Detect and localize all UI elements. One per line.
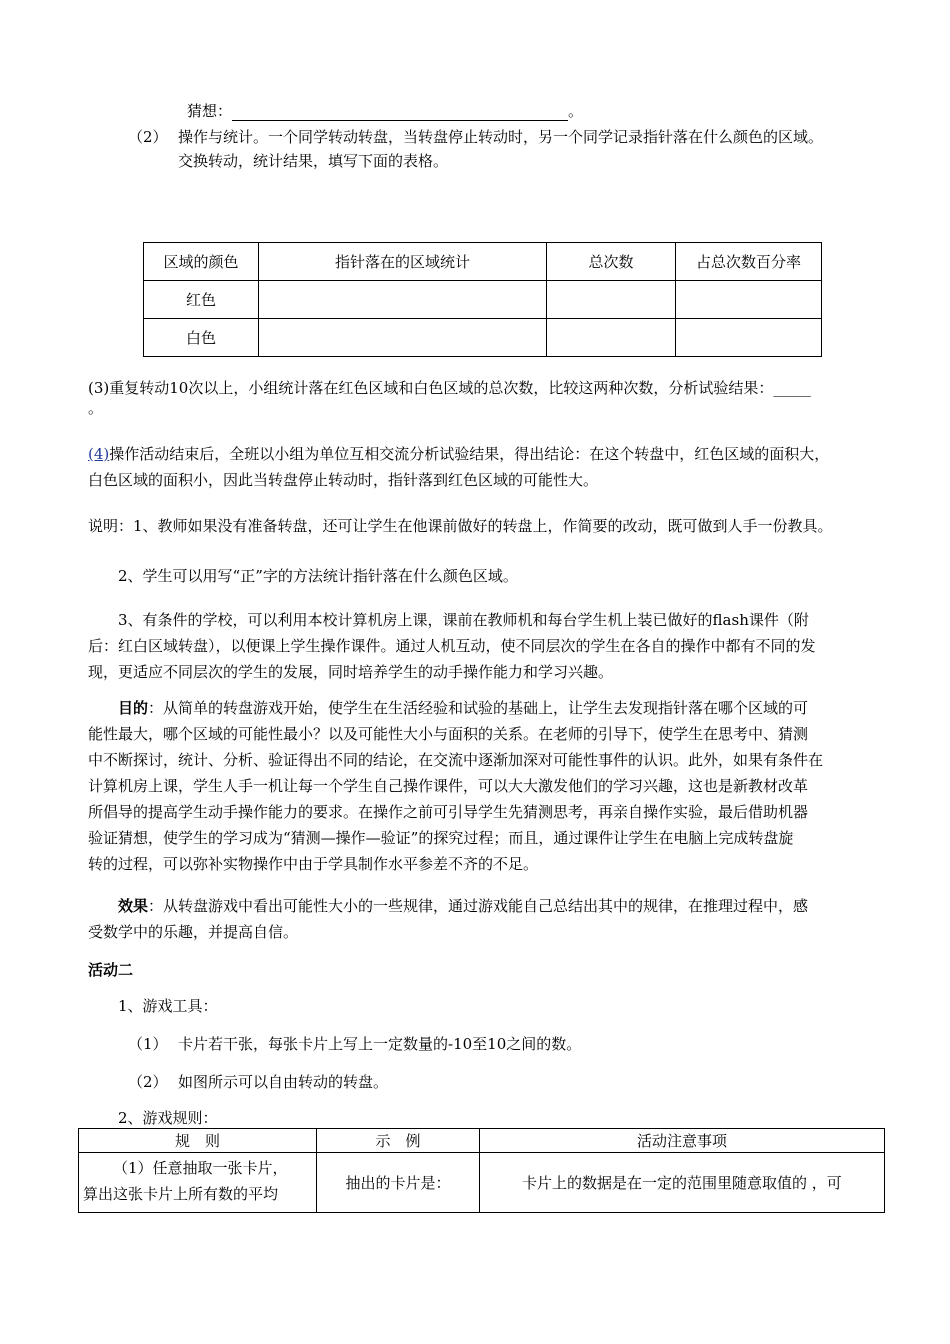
guess-blank (232, 106, 568, 121)
game-rules-heading: 2、游戏规则： (118, 1109, 218, 1127)
table-row (79, 1153, 885, 1213)
guess-label: 猜想： (187, 102, 233, 120)
rule-text-line1: （1）任意抽取一张卡片， (113, 1159, 288, 1177)
purpose-line1 (118, 698, 808, 718)
row-label-red: 红色 (144, 281, 259, 319)
guess-line (187, 101, 583, 121)
purpose-label: 目的 (118, 699, 149, 717)
table-row (144, 281, 822, 319)
rule-cell (79, 1153, 317, 1213)
example-cell: 抽出的卡片是： (317, 1153, 480, 1213)
table-header-cell: 规 则 (79, 1129, 317, 1153)
step2-line1: 操作与统计。一个同学转动转盘，当转盘停止转动时，另一个同学记录指针落在什么颜色的区域。 (178, 128, 824, 146)
effect-line1 (118, 896, 808, 916)
empty-cell (547, 319, 676, 357)
table-header-row (144, 243, 822, 281)
purpose-line4: 计算机房上课，学生人手一机让每一个学生自己操作课件，可以大大激发他们的学习兴趣，这也是新教材改革 (88, 777, 809, 795)
step3-line1: (3)重复转动10次以上，小组统计落在红色区域和白色区域的总次数，比较这两种次数，分析试验结果：_____ (88, 379, 811, 397)
guess-end: 。 (568, 102, 584, 120)
empty-cell (259, 281, 547, 319)
step3-line2: 。 (88, 399, 104, 417)
empty-cell (676, 319, 822, 357)
table-header-cell: 活动注意事项 (480, 1129, 885, 1153)
table-header-cell: 指针落在的区域统计 (259, 243, 547, 281)
step4-line1 (88, 444, 829, 464)
table-header-cell: 区域的颜色 (144, 243, 259, 281)
table-header-cell: 占总次数百分率 (676, 243, 822, 281)
table-header-cell: 示 例 (317, 1129, 480, 1153)
effect-label: 效果 (118, 897, 149, 915)
step2-number: （2） (128, 128, 168, 146)
spinner-stats-table (143, 242, 822, 357)
activity2-title: 活动二 (88, 961, 134, 979)
empty-cell (676, 281, 822, 319)
game-tools-heading: 1、游戏工具： (118, 997, 218, 1015)
table-header-cell: 总次数 (547, 243, 676, 281)
tool2-number: （2） (128, 1073, 168, 1091)
tool1-text: 卡片若干张，每张卡片上写上一定数量的-10至10之间的数。 (178, 1035, 582, 1053)
effect-line2: 受数学中的乐趣，并提高自信。 (88, 923, 299, 941)
note-2: 2、学生可以用写“正”字的方法统计指针落在什么颜色区域。 (118, 567, 518, 585)
row-label-white: 白色 (144, 319, 259, 357)
empty-cell (547, 281, 676, 319)
purpose-line7: 转的过程，可以弥补实物操作中由于学具制作水平参差不齐的不足。 (88, 855, 539, 873)
purpose-line5: 所倡导的提高学生动手操作能力的要求。在操作之前可引导学生先猜测思考，再亲自操作实验，最后借助机器 (88, 803, 809, 821)
note-3-line3: 现，更适应不同层次的学生的发展，同时培养学生的动手操作能力和学习兴趣。 (88, 663, 614, 681)
purpose-line2: 能性最大，哪个区域的可能性最小？以及可能性大小与面积的关系。在老师的引导下，使学生在思考中、猜测 (88, 725, 809, 743)
empty-cell (259, 319, 547, 357)
tool1-number: （1） (128, 1035, 168, 1053)
step2-line2: 交换转动，统计结果，填写下面的表格。 (178, 152, 449, 170)
purpose-text: ：从简单的转盘游戏开始，使学生在生活经验和试验的基础上，让学生去发现指针落在哪个区域的可 (148, 699, 809, 717)
step4-line2: 白色区域的面积小，因此当转盘停止转动时，指针落到红色区域的可能性大。 (88, 471, 599, 489)
step4-number: (4) (88, 445, 110, 463)
table-header-row (79, 1129, 885, 1153)
table-row (144, 319, 822, 357)
note-3-line1: 3、有条件的学校，可以利用本校计算机房上课，课前在教师机和每台学生机上装已做好的flash课件（附 (118, 611, 809, 629)
step4-text: 操作活动结束后，全班以小组为单位互相交流分析试验结果，得出结论：在这个转盘中，红色区域的面积大， (109, 445, 830, 463)
game-rules-table (78, 1128, 885, 1213)
note-3-line2: 后：红白区域转盘），以便课上学生操作课件。通过人机互动，使不同层次的学生在各自的操作中都有不同的发 (88, 637, 816, 655)
effect-text: ：从转盘游戏中看出可能性大小的一些规律，通过游戏能自己总结出其中的规律，在推理过程中，感 (148, 897, 809, 915)
purpose-line3: 中不断探讨，统计、分析、验证得出不同的结论，在交流中逐渐加深对可能性事件的认识。此外，如果有条件在 (88, 751, 824, 769)
tool2-text: 如图所示可以自由转动的转盘。 (178, 1073, 389, 1091)
purpose-line6: 验证猜想，使学生的学习成为“猜测—操作—验证”的探究过程；而且，通过课件让学生在电脑上完成转盘旋 (88, 829, 794, 847)
notice-cell: 卡片上的数据是在一定的范围里随意取值的 ，可 (480, 1153, 885, 1213)
note-1: 说明：1、教师如果没有准备转盘，还可让学生在他课前做好的转盘上，作简要的改动，既可做到人手一份教具。 (88, 517, 833, 535)
rule-text-line2: 算出这张卡片上所有数的平均 (83, 1185, 279, 1203)
